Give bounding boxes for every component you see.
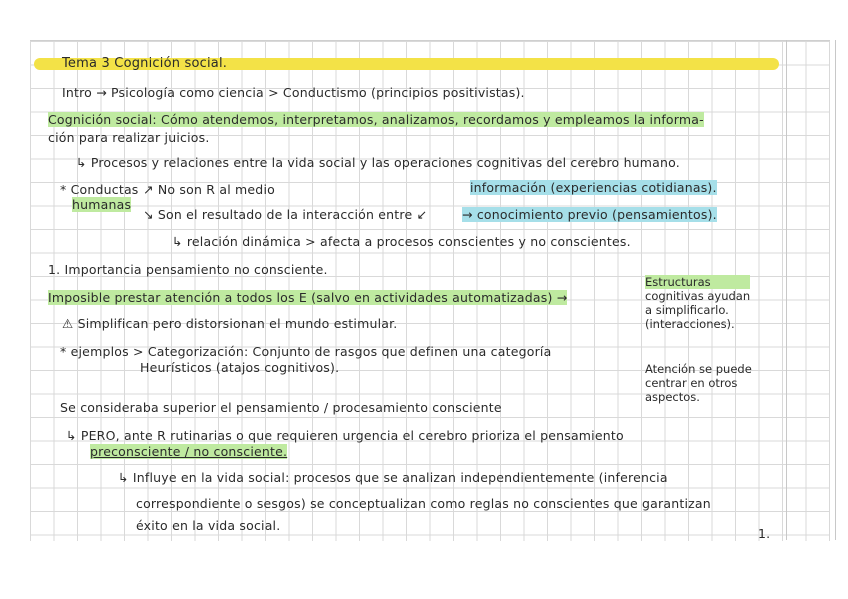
side-note-atencion — [645, 362, 752, 404]
informacion-line — [470, 180, 717, 195]
side-line-6: centrar en otros — [645, 376, 738, 390]
side-note-structures — [645, 275, 750, 331]
side-line-7: aspectos. — [645, 390, 700, 404]
side-line-5: Atención se puede — [645, 362, 752, 376]
imposible-line — [48, 290, 567, 305]
influye-line-2: correspondiente o sesgos) se conceptualizan como reglas no conscientes que garantizan — [136, 496, 711, 511]
preconsciente-text: preconsciente / no consciente. — [90, 444, 288, 459]
page-number: 1. — [758, 526, 771, 541]
conductas-label-2: humanas — [72, 197, 132, 212]
side-line-4: (interacciones). — [645, 317, 735, 331]
simplifican-line: ⚠ Simplifican pero distorsionan el mundo estimular. — [62, 316, 398, 331]
influye-line-1: ↳ Influye en la vida social: procesos que se analizan independientemente (inferencia — [118, 470, 668, 485]
procesos-line: ↳ Procesos y relaciones entre la vida social y las operaciones cognitivas del cerebro humano. — [76, 155, 680, 170]
son-resultado-line: ↘ Son el resultado de la interacción entre ↙ — [143, 207, 428, 222]
side-line-2: cognitivas ayudan — [645, 289, 751, 303]
preconsciente-line — [90, 444, 287, 459]
influye-line-3: éxito en la vida social. — [136, 518, 281, 533]
conocimiento-text: → conocimiento previo (pensamientos). — [462, 207, 717, 222]
ejemplos-line-1: * ejemplos > Categorización: Conjunto de rasgos que definen una categoría — [60, 344, 552, 359]
conductas-label-1: * Conductas — [60, 182, 139, 197]
no-son-line: ↗ No son R al medio — [143, 182, 275, 197]
side-line-3: a simplificarlo. — [645, 303, 729, 317]
page-title: Tema 3 Cognición social. — [62, 56, 228, 71]
relacion-line: ↳ relación dinámica > afecta a procesos conscientes y no conscientes. — [172, 234, 631, 249]
ejemplos-line-2: Heurísticos (atajos cognitivos). — [140, 360, 340, 375]
cognicion-def-line-2: ción para realizar juicios. — [48, 130, 210, 145]
section-1-heading: 1. Importancia pensamiento no consciente. — [48, 262, 328, 277]
conocimiento-line — [462, 207, 717, 222]
informacion-text: información (experiencias cotidianas). — [470, 180, 717, 195]
intro-line: Intro → Psicología como ciencia > Conductismo (principios positivistas). — [62, 85, 525, 100]
cognicion-def-text: Cognición social: Cómo atendemos, interpretamos, analizamos, recordamos y empleamos la informa- — [48, 112, 704, 127]
side-line-1: Estructuras — [645, 275, 750, 289]
cognicion-def-line-1 — [48, 112, 704, 127]
imposible-text: Imposible prestar atención a todos los E (salvo en actividades automatizadas) → — [48, 290, 568, 305]
pero-line: ↳ PERO, ante R rutinarias o que requieren urgencia el cerebro prioriza el pensamiento — [66, 428, 624, 443]
margin-column — [786, 40, 836, 540]
superior-line: Se consideraba superior el pensamiento / procesamiento consciente — [60, 400, 502, 415]
